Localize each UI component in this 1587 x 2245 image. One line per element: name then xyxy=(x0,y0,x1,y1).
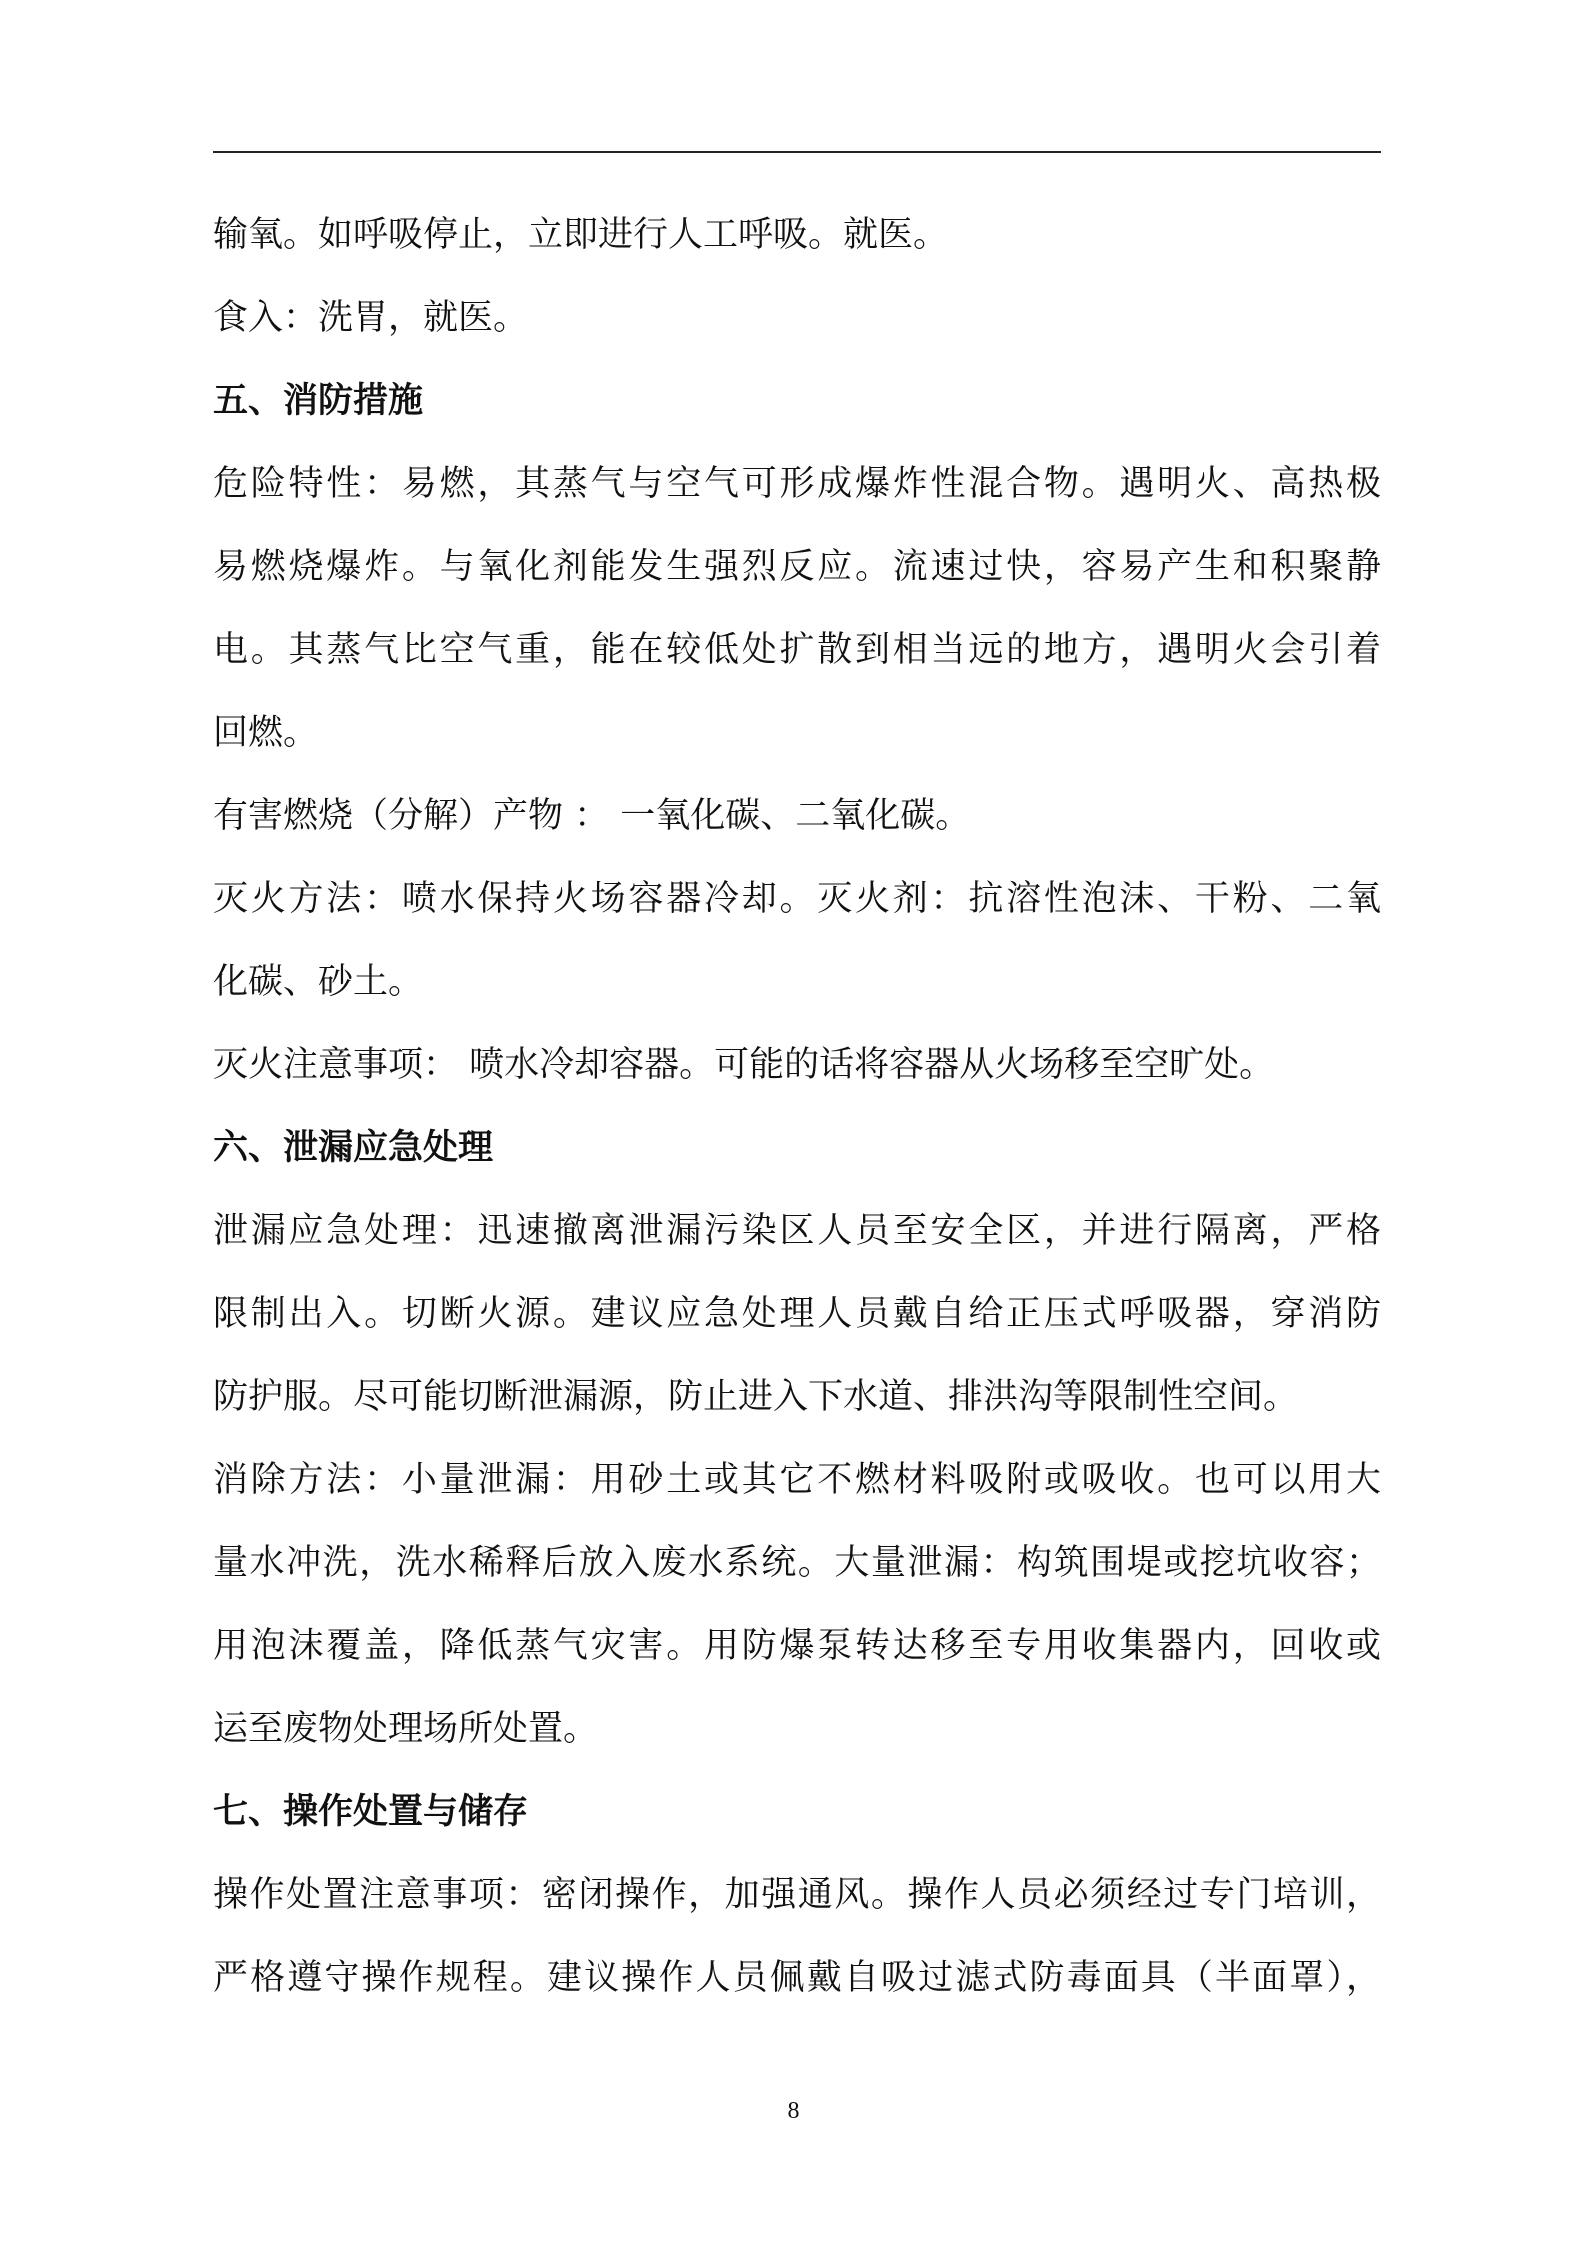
body-line: 电。其蒸气比空气重，能在较低处扩散到相当远的地方，遇明火会引着 xyxy=(213,630,1381,670)
body-line: 泄漏应急处理：迅速撤离泄漏污染区人员至安全区，并进行隔离，严格 xyxy=(213,1211,1381,1251)
body-line: 灭火方法：喷水保持火场容器冷却。灭火剂：抗溶性泡沫、干粉、二氧 xyxy=(213,879,1381,919)
body-line: 食入：洗胃，就医。 xyxy=(213,298,529,338)
section-heading-leak: 六、泄漏应急处理 xyxy=(213,1127,494,1168)
body-line: 危险特性：易燃，其蒸气与空气可形成爆炸性混合物。遇明火、高热极 xyxy=(213,464,1381,504)
page-number: 8 xyxy=(787,2098,800,2124)
body-line: 有害燃烧（分解）产物 ： 一氧化碳、二氧化碳。 xyxy=(213,796,971,836)
body-line: 严格遵守操作规程。建议操作人员佩戴自吸过滤式防毒面具（半面罩）， xyxy=(213,1958,1381,1998)
section-heading-fire: 五、消防措施 xyxy=(213,380,424,421)
section-heading-handling: 七、操作处置与储存 xyxy=(213,1791,529,1832)
body-line: 限制出入。切断火源。建议应急处理人员戴自给正压式呼吸器，穿消防 xyxy=(213,1294,1381,1334)
body-line: 回燃。 xyxy=(213,713,319,753)
body-line: 运至废物处理场所处置。 xyxy=(213,1709,599,1749)
body-line: 操作处置注意事项：密闭操作，加强通风。操作人员必须经过专门培训， xyxy=(213,1875,1381,1915)
body-line: 化碳、砂土。 xyxy=(213,962,424,1002)
body-line: 用泡沫覆盖，降低蒸气灾害。用防爆泵转达移至专用收集器内，回收或 xyxy=(213,1626,1381,1666)
body-line: 输氧。如呼吸停止，立即进行人工呼吸。就医。 xyxy=(213,215,949,255)
body-line: 易燃烧爆炸。与氧化剂能发生强烈反应。流速过快，容易产生和积聚静 xyxy=(213,547,1381,587)
body-line: 消除方法：小量泄漏：用砂土或其它不燃材料吸附或吸收。也可以用大 xyxy=(213,1460,1381,1500)
body-line: 防护服。尽可能切断泄漏源，防止进入下水道、排洪沟等限制性空间。 xyxy=(213,1377,1299,1417)
header-rule xyxy=(213,151,1381,153)
body-line: 量水冲洗，洗水稀释后放入废水系统。大量泄漏：构筑围堤或挖坑收容； xyxy=(213,1543,1381,1583)
body-line: 灭火注意事项： 喷水冷却容器。可能的话将容器从火场移至空旷处。 xyxy=(213,1045,1275,1085)
